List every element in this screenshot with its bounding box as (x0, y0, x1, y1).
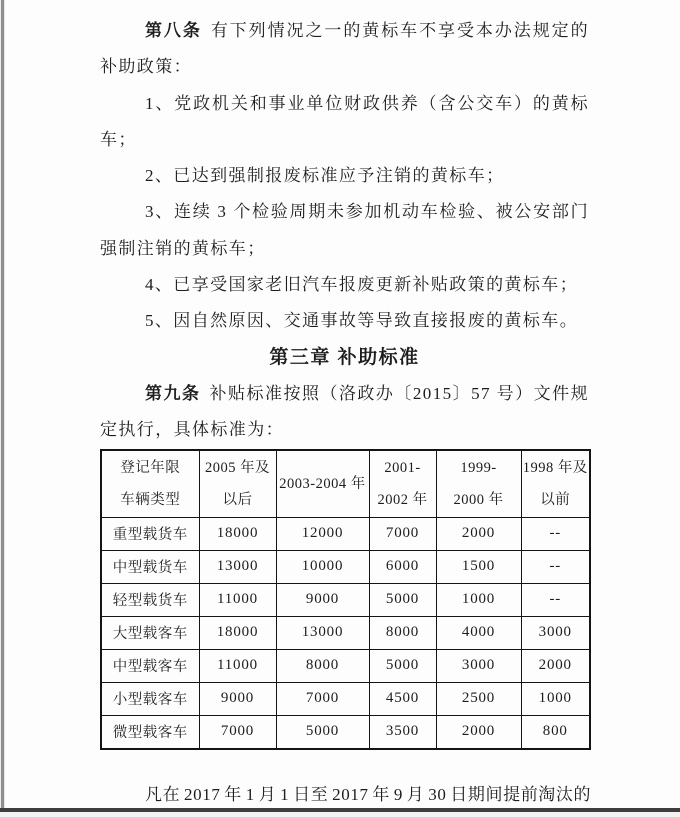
year-header-cell (521, 450, 590, 518)
subsidy-table (100, 449, 591, 750)
subsidy-value-cell: 7000 (199, 715, 276, 749)
vehicle-type-cell: 大型载客车 (101, 616, 199, 649)
subsidy-value-cell: 4500 (369, 682, 436, 715)
year-header-line: 2005 年及 (204, 459, 271, 476)
subsidy-value-cell: 10000 (276, 550, 369, 583)
vehicle-type-cell: 中型载客车 (101, 649, 199, 682)
subsidy-value-cell: 3500 (369, 715, 436, 749)
year-header-cell (436, 450, 521, 518)
year-header-line: 2000 年 (453, 491, 504, 508)
subsidy-value-cell: 3000 (521, 616, 590, 649)
subsidy-value-cell: -- (521, 517, 590, 550)
document-content (100, 13, 592, 813)
article-9-label: 第九条 (145, 383, 201, 403)
page-bottom-margin (0, 812, 680, 817)
subsidy-value-cell: 4000 (436, 616, 521, 649)
policy-item-4: 4、已享受国家老旧汽车报废更新补贴政策的黄标车； (145, 275, 579, 295)
subsidy-value-cell: 5000 (369, 583, 436, 616)
subsidy-value-cell: 8000 (369, 616, 436, 649)
subsidy-value-cell: 6000 (369, 550, 436, 583)
year-header-line: 2001- (384, 459, 421, 476)
year-header-line: 1999- (460, 459, 497, 476)
policy-item-1: 1、党政机关和事业单位财政供养（含公交车）的黄标车； (100, 93, 589, 149)
subsidy-value-cell: 3000 (436, 649, 521, 682)
table-row (101, 550, 590, 583)
subsidy-value-cell: 1000 (436, 583, 521, 616)
table-row (101, 616, 590, 649)
table-row (101, 517, 590, 550)
page-left-edge (0, 0, 5, 817)
subsidy-value-cell: 2000 (436, 517, 521, 550)
subsidy-value-cell: 18000 (199, 616, 276, 649)
subsidy-value-cell: 13000 (199, 550, 276, 583)
vehicle-type-cell: 微型载客车 (101, 715, 199, 749)
chapter-3-heading: 第三章 补助标准 (269, 346, 420, 368)
policy-item-2: 2、已达到强制报废标准应予注销的黄标车； (145, 166, 505, 186)
subsidy-value-cell: -- (521, 550, 590, 583)
policy-item-3: 3、连续 3 个检验周期未参加机动车检验、被公安部门强制注销的黄标车； (100, 202, 589, 258)
policy-item-5: 5、因自然原因、交通事故等导致直接报废的黄标车。 (145, 311, 579, 331)
year-header-cell (369, 450, 436, 518)
table-row (101, 583, 590, 616)
corner-cell (101, 450, 199, 518)
vehicle-type-cell: 中型载货车 (101, 550, 199, 583)
table-row (101, 715, 590, 749)
year-header-line: 2002 年 (377, 491, 428, 508)
subsidy-value-cell: 5000 (369, 649, 436, 682)
subsidy-value-cell: 2500 (436, 682, 521, 715)
subsidy-value-cell: 11000 (199, 583, 276, 616)
subsidy-value-cell: 2000 (521, 649, 590, 682)
subsidy-value-cell: 13000 (276, 616, 369, 649)
article-8-label: 第八条 (145, 21, 202, 40)
year-header-line: 以前 (540, 491, 571, 508)
vehicle-type-cell: 小型载客车 (101, 682, 199, 715)
corner-top-label: 登记年限 (120, 459, 181, 476)
year-header-line: 以后 (222, 491, 253, 508)
subsidy-value-cell: 12000 (276, 517, 369, 550)
subsidy-value-cell: 1000 (521, 682, 590, 715)
table-header-row (101, 450, 590, 518)
year-header-cell (199, 450, 276, 518)
year-header-line: 2003-2004 年 (279, 475, 366, 492)
subsidy-value-cell: 5000 (276, 715, 369, 749)
article-9-paragraph (100, 376, 589, 449)
subsidy-value-cell: 1500 (436, 550, 521, 583)
closing-paragraph: 凡在 2017 年 1 月 1 日至 2017 年 9 月 30 日期间提前淘汰的 (145, 784, 592, 804)
subsidy-value-cell: 7000 (276, 682, 369, 715)
subsidy-value-cell: 7000 (369, 517, 436, 550)
article-8-intro: 有下列情况之一的黄标车不享受本办法规定的补助政策： (100, 21, 589, 77)
article-9-intro: 补贴标准按照（洛政办〔2015〕57 号）文件规定执行，具体标准为： (100, 383, 589, 440)
vehicle-type-cell: 重型载货车 (101, 517, 199, 550)
corner-bottom-label: 车辆类型 (120, 491, 181, 508)
subsidy-value-cell: 800 (521, 715, 590, 749)
subsidy-value-cell: 2000 (436, 715, 521, 749)
table-row (101, 649, 590, 682)
article-8-paragraph (100, 13, 589, 86)
subsidy-value-cell: 9000 (276, 583, 369, 616)
table-row (101, 682, 590, 715)
subsidy-value-cell: 8000 (276, 649, 369, 682)
vehicle-type-cell: 轻型载货车 (101, 583, 199, 616)
subsidy-value-cell: 11000 (199, 649, 276, 682)
subsidy-value-cell: -- (521, 583, 590, 616)
subsidy-value-cell: 18000 (199, 517, 276, 550)
year-header-line: 1998 年及 (522, 459, 588, 476)
year-header-cell (276, 450, 369, 518)
subsidy-value-cell: 9000 (199, 682, 276, 715)
